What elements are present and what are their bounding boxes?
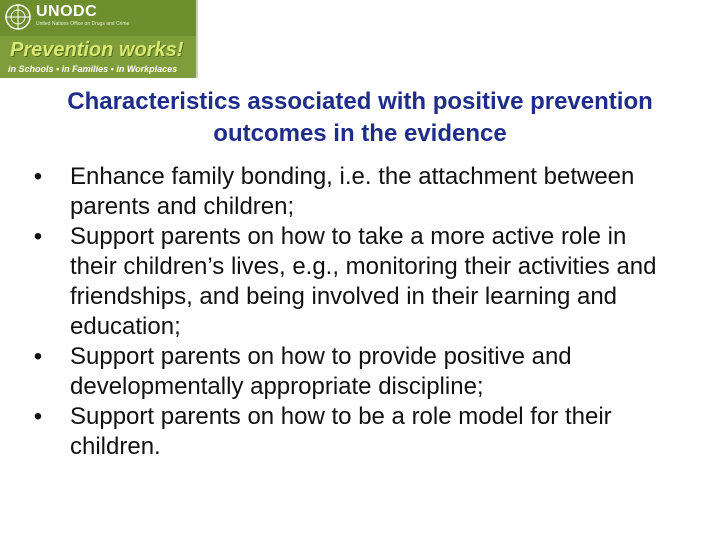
tagline-subline: in Schools • in Families • in Workplaces xyxy=(8,64,178,74)
slide-title: Characteristics associated with positive prevention outcomes in the evidence xyxy=(67,88,653,147)
bullet-text: Support parents on how to be a role model for their children. xyxy=(70,403,612,460)
tagline: Prevention works! xyxy=(10,39,184,61)
bullet-item xyxy=(28,162,678,222)
org-full-name: United Nations Office on Drugs and Crime xyxy=(36,21,130,27)
bullet-item xyxy=(28,402,678,462)
bullet-marker: • xyxy=(33,163,43,190)
bullet-list xyxy=(28,162,678,462)
bullet-text: Support parents on how to provide positive and developmentally appropriate discipline; xyxy=(70,343,572,400)
un-emblem-icon xyxy=(4,3,32,31)
bullet-marker: • xyxy=(33,223,43,250)
bullet-marker: • xyxy=(33,343,43,370)
bullet-text: Support parents on how to take a more active role in their children’s lives, e.g., monitoring their activities and friendships, and being involved in their learning and education; xyxy=(70,223,657,340)
bullet-text: Enhance family bonding, i.e. the attachment between parents and children; xyxy=(70,163,635,220)
org-name: UNODC xyxy=(36,3,98,20)
bullet-item xyxy=(28,342,678,402)
bullet-marker: • xyxy=(33,403,43,430)
logo-block xyxy=(0,0,198,78)
bullet-item xyxy=(28,222,678,342)
